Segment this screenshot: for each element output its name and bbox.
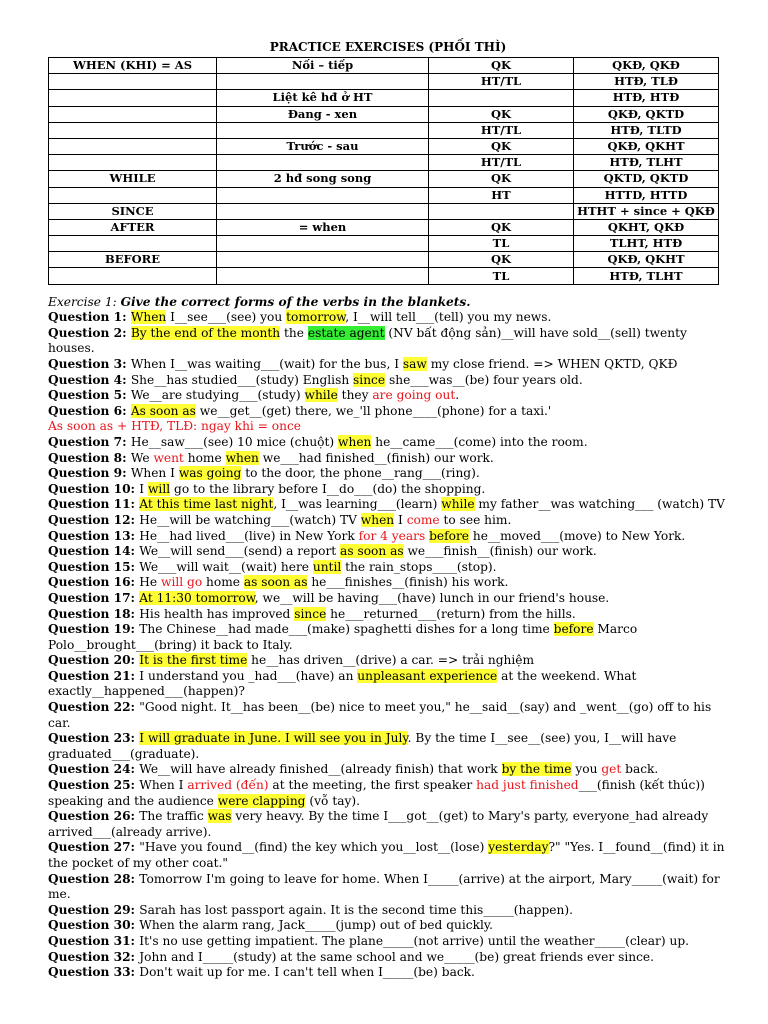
question-text: as soon as <box>243 575 308 590</box>
table-row <box>49 138 719 154</box>
question-number: Question 18: <box>48 606 140 621</box>
question-text: when <box>338 434 372 449</box>
question-text: she___was__(be) four years old. <box>385 372 583 387</box>
question-number: Question 12: <box>48 512 140 527</box>
table-cell <box>49 106 217 122</box>
table-cell <box>217 203 429 219</box>
table-row <box>49 203 719 219</box>
question-line <box>48 357 728 373</box>
question-text: went <box>153 450 184 465</box>
question-text: His health has improved <box>139 606 295 621</box>
question-line <box>48 840 728 871</box>
table-row <box>49 122 719 138</box>
question-text: Tomorrow I'm going to leave for home. When I_____(arrive) at the airport, Mary_____(wait) for me. <box>48 871 720 902</box>
question-line <box>48 778 728 809</box>
question-text: we___had finished__(finish) our work. <box>258 450 494 465</box>
table-cell: QKHT, QKĐ <box>574 219 719 235</box>
question-text: my father__was watching___ (watch) TV <box>474 497 725 512</box>
table-cell <box>429 90 574 106</box>
question-line <box>48 404 728 420</box>
table-cell <box>217 74 429 90</box>
table-cell: AFTER <box>49 219 217 235</box>
table-cell: 2 hđ song song <box>217 171 429 187</box>
table-cell: QK <box>429 138 574 154</box>
question-text: the <box>280 325 308 340</box>
table-row <box>49 90 719 106</box>
question-number: Question 13: <box>48 528 140 543</box>
exercise-separator: : <box>112 294 121 309</box>
question-line <box>48 497 728 513</box>
table-cell <box>49 122 217 138</box>
question-line <box>48 435 728 451</box>
document-page <box>48 40 728 981</box>
question-text: before <box>553 622 594 637</box>
table-cell <box>49 268 217 284</box>
question-text: When I <box>130 466 179 481</box>
question-text: he__moved___(move) to New York. <box>469 528 686 543</box>
table-row <box>49 219 719 235</box>
question-text: were clapping <box>217 793 306 808</box>
question-text: He__had lived___(live) in New York <box>139 528 359 543</box>
question-text: are going out <box>372 388 456 403</box>
question-text: was going <box>178 466 242 481</box>
question-number: Question 20: <box>48 653 140 668</box>
question-number: Question 22: <box>48 700 140 715</box>
table-cell: QKĐ, QKTD <box>574 106 719 122</box>
question-text: , we__will be having___(have) lunch in our friend's house. <box>254 590 610 605</box>
table-cell <box>49 138 217 154</box>
question-text: my close friend. => WHEN QKTD, QKĐ <box>426 357 678 371</box>
table-cell: HT <box>429 187 574 203</box>
table-cell: HTĐ, TLĐ <box>574 74 719 90</box>
question-text: will go <box>161 575 203 590</box>
table-cell: QK <box>429 58 574 74</box>
question-line <box>48 326 728 357</box>
table-cell: WHEN (KHI) = AS <box>49 58 217 74</box>
question-text: We__will send___(send) a report <box>139 544 341 559</box>
question-text: very heavy. By the time I___got__(get) to Mary's party, everyone_had already arrived___(already arrive). <box>48 809 709 839</box>
question-text: At 11:30 tomorrow <box>139 590 255 605</box>
table-cell <box>217 268 429 284</box>
question-line <box>48 310 728 326</box>
table-cell <box>49 90 217 106</box>
question-text: as soon as <box>340 544 404 559</box>
table-cell: HTĐ, TLHT <box>574 268 719 284</box>
question-number: Question 16: <box>48 575 140 590</box>
table-cell: TLHT, HTĐ <box>574 236 719 252</box>
question-text: I <box>139 481 148 496</box>
question-text: to see him. <box>439 512 512 527</box>
table-cell: Nối – tiếp <box>217 58 429 74</box>
question-text: since <box>294 606 327 621</box>
question-text: to the door, the phone__rang___(ring). <box>241 466 480 481</box>
question-number: Question 26: <box>48 809 140 824</box>
question-text: we___finish__(finish) our work. <box>403 544 597 559</box>
question-line <box>48 622 728 653</box>
question-text: he__came___(come) into the room. <box>371 434 588 449</box>
question-text: , I__was learning___(learn) <box>273 497 442 512</box>
question-text: for 4 years <box>358 528 426 543</box>
question-text: It is the first time <box>139 653 248 668</box>
question-line <box>48 388 728 404</box>
question-text: when <box>225 450 259 465</box>
question-text: "Good night. It__has been__(be) nice to meet you," he__said__(say) and _went__(go) off to his car. <box>48 700 712 730</box>
table-cell: QK <box>429 219 574 235</box>
question-text: unpleasant experience <box>357 668 498 683</box>
question-number: Question 30: <box>48 918 140 933</box>
question-number: Question 15: <box>48 559 140 574</box>
question-line <box>48 466 728 482</box>
question-text: We__are studying___(study) <box>130 388 305 403</box>
question-text: was <box>207 809 232 824</box>
question-text: By the end of the month <box>130 325 281 340</box>
question-text: he___returned___(return) from the hills. <box>326 606 576 621</box>
question-text: Don't wait up for me. I can't tell when I_____(be) back. <box>139 965 475 980</box>
question-text: Marco Polo__brought___(bring) it back to Italy. <box>48 622 638 652</box>
question-text: When the alarm rang, Jack_____(jump) out of bed quickly. <box>139 918 493 933</box>
question-line <box>48 903 728 919</box>
table-row <box>49 58 719 74</box>
question-text: at the meeting, the first speaker <box>268 778 477 793</box>
table-cell: Đang - xen <box>217 106 429 122</box>
question-line <box>48 809 728 840</box>
question-text: We__will have already finished__(already finish) that work <box>139 762 502 777</box>
question-line <box>48 513 728 529</box>
table-cell <box>49 74 217 90</box>
question-number: Question 17: <box>48 590 140 605</box>
question-line <box>48 451 728 467</box>
question-line <box>48 560 728 576</box>
question-text: "Have you found__(find) the key which you__lost__(lose) <box>139 840 489 855</box>
table-cell: Trước - sau <box>217 138 429 154</box>
question-number: Question 6: <box>48 403 131 418</box>
question-number: Question 27: <box>48 840 140 855</box>
question-text: (NV bất động sản)__will have sold__(sell) twenty houses. <box>48 325 687 356</box>
table-cell: HT/TL <box>429 74 574 90</box>
question-text: John and I_____(study) at the same school and we_____(be) great friends ever since. <box>139 949 654 964</box>
question-text: you <box>571 762 602 777</box>
question-text: ___(finish (kết thúc)) speaking and the audience <box>48 778 705 808</box>
question-number: Question 1: <box>48 310 131 325</box>
question-text: go to the library before I__do___(do) the shopping. <box>170 481 486 496</box>
table-cell <box>49 155 217 171</box>
question-line <box>48 669 728 700</box>
question-text: ?" "Yes. I__found__(find) it in the pocket of my other coat." <box>48 840 725 870</box>
question-text: the rain_stops____(stop). <box>341 559 497 574</box>
table-cell: HTTD, HTTD <box>574 187 719 203</box>
table-row <box>49 187 719 203</box>
question-line <box>48 373 728 389</box>
table-row <box>49 268 719 284</box>
tense-table <box>48 57 719 285</box>
table-row <box>49 106 719 122</box>
table-cell <box>217 187 429 203</box>
table-cell: WHILE <box>49 171 217 187</box>
table-cell: QKTD, QKTD <box>574 171 719 187</box>
question-text: We___will wait__(wait) here <box>139 559 313 574</box>
question-text: When I <box>139 778 188 793</box>
question-line <box>48 872 728 903</box>
question-text: Sarah has lost passport again. It is the second time this_____(happen). <box>139 902 573 917</box>
question-text: when <box>360 512 395 527</box>
question-text: He__saw___(see) 10 mice (chuột) <box>130 434 339 449</box>
question-text: The traffic <box>139 809 208 824</box>
table-cell <box>49 236 217 252</box>
question-number: Question 2: <box>48 325 131 340</box>
question-text: We <box>130 450 154 465</box>
question-line <box>48 544 728 560</box>
question-number: Question 32: <box>48 949 140 964</box>
question-line <box>48 950 728 966</box>
question-number: Question 28: <box>48 871 140 886</box>
question-text: He <box>139 575 162 590</box>
table-cell: HTĐ, TLTD <box>574 122 719 138</box>
question-number: Question 14: <box>48 544 140 559</box>
table-cell: HT/TL <box>429 155 574 171</box>
question-number: Question 25: <box>48 778 140 793</box>
question-text: home <box>183 450 226 465</box>
table-cell: QK <box>429 106 574 122</box>
exercise-heading <box>48 295 728 311</box>
question-text: It's no use getting impatient. The plane_____(not arrive) until the weather_____(clear) up. <box>139 933 690 948</box>
table-cell: QKĐ, QKHT <box>574 252 719 268</box>
question-text: He__will be watching___(watch) TV <box>139 512 361 527</box>
question-line <box>48 700 728 731</box>
question-number: Question 9: <box>48 466 131 481</box>
question-line <box>48 591 728 607</box>
question-number: Question 3: <box>48 357 131 371</box>
question-number: Question 11: <box>48 497 140 512</box>
question-line <box>48 934 728 950</box>
table-cell: HTHT + since + QKĐ <box>574 203 719 219</box>
question-number: Question 10: <box>48 481 140 496</box>
exercise-section <box>48 295 728 981</box>
exercise-instruction: Give the correct forms of the verbs in the blankets. <box>120 294 471 309</box>
table-row <box>49 236 719 252</box>
question-text: come <box>406 512 440 527</box>
question-text: tomorrow <box>286 310 346 325</box>
question-line <box>48 965 728 981</box>
question-number: Question 29: <box>48 902 140 917</box>
question-line <box>48 918 728 934</box>
question-text: When <box>130 310 167 325</box>
question-text: saw <box>402 357 427 371</box>
table-cell: = when <box>217 219 429 235</box>
exercise-label: Exercise 1 <box>48 294 113 309</box>
question-text: he___finishes__(finish) his work. <box>307 575 509 590</box>
question-text: I understand you _had___(have) an <box>139 668 358 683</box>
table-cell: SINCE <box>49 203 217 219</box>
question-line <box>48 762 728 778</box>
question-text: At this time last night <box>139 497 274 512</box>
question-number: Question 5: <box>48 388 131 403</box>
question-number: Question 21: <box>48 668 140 683</box>
question-number: Question 7: <box>48 434 131 449</box>
question-line <box>48 653 728 669</box>
question-text: since <box>353 372 386 387</box>
question-line <box>48 607 728 623</box>
question-text: we__get__(get) there, we_'ll phone____(phone) for a taxi.' <box>195 403 552 418</box>
question-line <box>48 419 728 435</box>
question-line <box>48 482 728 498</box>
table-row <box>49 171 719 187</box>
page-title: PRACTICE EXERCISES (PHỐI THÌ) <box>269 40 507 54</box>
question-text: estate agent <box>307 325 385 340</box>
table-cell <box>217 252 429 268</box>
question-line <box>48 529 728 545</box>
table-cell: BEFORE <box>49 252 217 268</box>
table-cell: HTĐ, TLHT <box>574 155 719 171</box>
question-text: before <box>429 528 469 543</box>
question-text: home <box>202 575 244 590</box>
table-cell: QKĐ, QKHT <box>574 138 719 154</box>
question-text: at the weekend. What exactly__happened___(happen)? <box>48 668 637 699</box>
table-cell: HT/TL <box>429 122 574 138</box>
question-text: I__see___(see) you <box>166 310 287 325</box>
table-cell: QKĐ, QKĐ <box>574 58 719 74</box>
question-text: I will graduate in June. I will see you in July <box>139 731 408 746</box>
question-text: As soon as <box>130 403 196 418</box>
question-number: Question 33: <box>48 965 140 980</box>
table-cell: QK <box>429 252 574 268</box>
table-cell <box>217 236 429 252</box>
question-text: I <box>394 512 407 527</box>
question-text: She__has studied___(study) English <box>130 372 354 387</box>
question-text: . <box>455 388 460 403</box>
question-number: Question 8: <box>48 450 131 465</box>
question-text: while <box>304 388 338 403</box>
question-list <box>48 310 728 981</box>
question-text: (vỗ tay). <box>305 793 360 808</box>
question-number: Question 24: <box>48 762 140 777</box>
question-text: until <box>312 559 342 574</box>
question-text: arrived (đến) <box>187 778 269 793</box>
question-text: he__has driven__(drive) a car. => trải nghiệm <box>247 653 535 668</box>
table-row <box>49 155 719 171</box>
question-text: get <box>601 762 622 777</box>
question-text: had just finished <box>476 778 579 793</box>
question-text: by the time <box>501 762 572 777</box>
question-text: . By the time I__see__(see) you, I__will have graduated___(graduate). <box>48 731 677 761</box>
table-cell <box>429 203 574 219</box>
table-cell: QK <box>429 171 574 187</box>
table-cell <box>49 187 217 203</box>
question-line <box>48 731 728 762</box>
question-number: Question 19: <box>48 622 140 637</box>
question-text: As soon as + HTĐ, TLĐ: ngay khi = once <box>48 419 302 434</box>
question-number: Question 4: <box>48 372 131 387</box>
table-cell: TL <box>429 268 574 284</box>
question-text: while <box>441 497 475 512</box>
table-cell: HTĐ, HTĐ <box>574 90 719 106</box>
table-row <box>49 74 719 90</box>
question-text: The Chinese__had made___(make) spaghetti dishes for a long time <box>139 622 554 637</box>
table-cell <box>217 155 429 171</box>
question-text: , I__will tell___(tell) you my news. <box>345 310 552 325</box>
question-text: When I__was waiting___(wait) for the bus, I <box>130 357 403 371</box>
table-cell: TL <box>429 236 574 252</box>
question-number: Question 31: <box>48 933 140 948</box>
question-text: back. <box>621 762 659 777</box>
question-text: will <box>148 481 171 496</box>
table-cell <box>217 122 429 138</box>
question-line <box>48 575 728 591</box>
table-cell: Liệt kê hđ ở HT <box>217 90 429 106</box>
table-row <box>49 252 719 268</box>
question-number: Question 23: <box>48 731 140 746</box>
question-text: they <box>337 388 373 403</box>
question-text: yesterday <box>488 840 549 855</box>
